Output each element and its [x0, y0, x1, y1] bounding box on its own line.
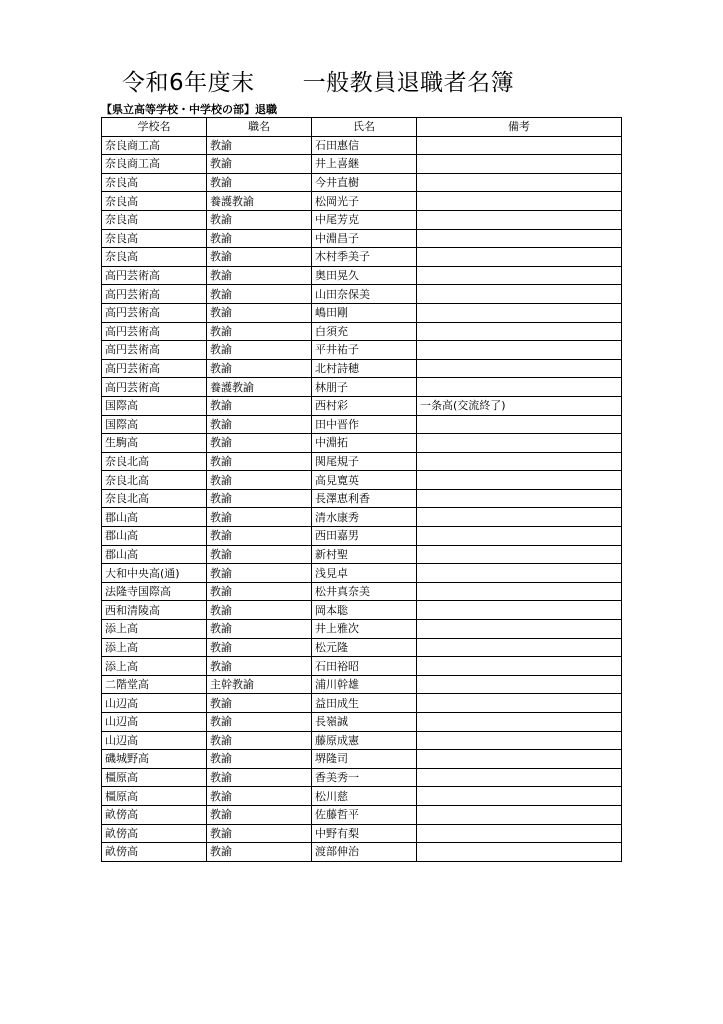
cell-remarks	[417, 266, 622, 285]
cell-remarks	[417, 378, 622, 397]
cell-position: 教諭	[207, 136, 312, 155]
cell-name: 松元隆	[312, 638, 417, 657]
cell-remarks	[417, 824, 622, 843]
cell-position: 教諭	[207, 601, 312, 620]
cell-name: 山田奈保美	[312, 285, 417, 304]
cell-name: 関尾規子	[312, 452, 417, 471]
cell-name: 石田裕昭	[312, 657, 417, 676]
cell-name: 中尾芳克	[312, 210, 417, 229]
table-row	[102, 731, 622, 750]
cell-position: 教諭	[207, 527, 312, 546]
cell-name: 高見寛英	[312, 471, 417, 490]
cell-school: 奈良高	[102, 210, 207, 229]
cell-name: 渡部伸治	[312, 843, 417, 862]
cell-remarks	[417, 341, 622, 360]
cell-remarks	[417, 471, 622, 490]
cell-school: 奈良商工高	[102, 136, 207, 155]
cell-school: 高円芸術高	[102, 303, 207, 322]
cell-remarks	[417, 322, 622, 341]
cell-school: 奈良高	[102, 248, 207, 267]
cell-remarks	[417, 452, 622, 471]
cell-position: 教諭	[207, 248, 312, 267]
table-row	[102, 173, 622, 192]
table-row	[102, 434, 622, 453]
header-school: 学校名	[102, 118, 207, 137]
table-row	[102, 805, 622, 824]
cell-name: 佐藤哲平	[312, 805, 417, 824]
cell-school: 奈良高	[102, 192, 207, 211]
table-row	[102, 452, 622, 471]
cell-position: 教諭	[207, 657, 312, 676]
cell-position: 教諭	[207, 173, 312, 192]
cell-school: 磯城野高	[102, 750, 207, 769]
cell-name: 石田惠信	[312, 136, 417, 155]
title-prefix: 令和6年度末	[122, 69, 255, 96]
table-row	[102, 675, 622, 694]
cell-school: 郡山高	[102, 545, 207, 564]
cell-school: 二階堂高	[102, 675, 207, 694]
cell-name: 白須充	[312, 322, 417, 341]
table-row	[102, 694, 622, 713]
cell-position: 教諭	[207, 210, 312, 229]
cell-name: 北村詩穂	[312, 359, 417, 378]
cell-position: 教諭	[207, 396, 312, 415]
cell-position: 教諭	[207, 805, 312, 824]
cell-school: 橿原高	[102, 787, 207, 806]
cell-position: 教諭	[207, 694, 312, 713]
cell-school: 奈良商工高	[102, 155, 207, 174]
table-row	[102, 155, 622, 174]
cell-school: 国際高	[102, 396, 207, 415]
table-row	[102, 136, 622, 155]
cell-remarks	[417, 564, 622, 583]
cell-position: 教諭	[207, 303, 312, 322]
cell-school: 奈良北高	[102, 452, 207, 471]
cell-name: 松井真奈美	[312, 582, 417, 601]
cell-name: 益田成生	[312, 694, 417, 713]
table-row	[102, 657, 622, 676]
cell-school: 高円芸術高	[102, 285, 207, 304]
cell-position: 養護教諭	[207, 378, 312, 397]
cell-position: 教諭	[207, 415, 312, 434]
table-row	[102, 620, 622, 639]
cell-position: 教諭	[207, 508, 312, 527]
cell-remarks	[417, 694, 622, 713]
cell-remarks	[417, 731, 622, 750]
cell-name: 嶋田剛	[312, 303, 417, 322]
cell-remarks	[417, 136, 622, 155]
cell-school: 高円芸術高	[102, 359, 207, 378]
table-row	[102, 489, 622, 508]
cell-name: 奥田晃久	[312, 266, 417, 285]
table-row	[102, 229, 622, 248]
cell-school: 奈良北高	[102, 489, 207, 508]
cell-remarks	[417, 713, 622, 732]
cell-position: 教諭	[207, 452, 312, 471]
cell-name: 中野有梨	[312, 824, 417, 843]
cell-remarks	[417, 359, 622, 378]
retiree-table	[101, 117, 622, 862]
cell-position: 教諭	[207, 564, 312, 583]
cell-school: 国際高	[102, 415, 207, 434]
cell-position: 教諭	[207, 341, 312, 360]
cell-position: 教諭	[207, 434, 312, 453]
cell-remarks	[417, 657, 622, 676]
cell-name: 浅見卓	[312, 564, 417, 583]
cell-school: 山辺高	[102, 694, 207, 713]
cell-school: 高円芸術高	[102, 378, 207, 397]
table-row	[102, 471, 622, 490]
table-row	[102, 378, 622, 397]
table-row	[102, 322, 622, 341]
cell-school: 添上高	[102, 657, 207, 676]
cell-remarks	[417, 229, 622, 248]
cell-name: 井上喜継	[312, 155, 417, 174]
cell-remarks	[417, 527, 622, 546]
table-row	[102, 545, 622, 564]
cell-position: 教諭	[207, 843, 312, 862]
cell-school: 高円芸術高	[102, 341, 207, 360]
cell-remarks	[417, 303, 622, 322]
table-row	[102, 415, 622, 434]
cell-school: 奈良高	[102, 229, 207, 248]
cell-remarks	[417, 768, 622, 787]
cell-name: 中淵昌子	[312, 229, 417, 248]
table-row	[102, 248, 622, 267]
cell-school: 大和中央高(通)	[102, 564, 207, 583]
cell-remarks	[417, 155, 622, 174]
cell-school: 山辺高	[102, 731, 207, 750]
cell-remarks	[417, 285, 622, 304]
cell-position: 主幹教諭	[207, 675, 312, 694]
cell-remarks	[417, 192, 622, 211]
cell-name: 井上雅次	[312, 620, 417, 639]
cell-remarks	[417, 620, 622, 639]
cell-name: 平井祐子	[312, 341, 417, 360]
cell-school: 生駒高	[102, 434, 207, 453]
cell-position: 教諭	[207, 787, 312, 806]
cell-position: 教諭	[207, 322, 312, 341]
cell-position: 教諭	[207, 266, 312, 285]
cell-position: 教諭	[207, 731, 312, 750]
cell-name: 中淵拓	[312, 434, 417, 453]
header-remarks: 備考	[417, 118, 622, 137]
cell-remarks	[417, 787, 622, 806]
cell-position: 教諭	[207, 638, 312, 657]
cell-remarks	[417, 805, 622, 824]
cell-name: 西村彩	[312, 396, 417, 415]
cell-name: 西田嘉男	[312, 527, 417, 546]
table-row	[102, 192, 622, 211]
cell-school: 畝傍高	[102, 805, 207, 824]
table-body	[102, 136, 622, 861]
page-title	[122, 64, 514, 96]
cell-position: 教諭	[207, 545, 312, 564]
table-row	[102, 564, 622, 583]
cell-school: 法隆寺国際高	[102, 582, 207, 601]
cell-remarks	[417, 638, 622, 657]
cell-remarks	[417, 415, 622, 434]
table-row	[102, 601, 622, 620]
cell-position: 教諭	[207, 229, 312, 248]
section-label: 【県立高等学校・中学校の部】退職	[101, 103, 277, 116]
cell-position: 教諭	[207, 768, 312, 787]
table-row	[102, 824, 622, 843]
cell-school: 山辺高	[102, 713, 207, 732]
table-row	[102, 341, 622, 360]
cell-position: 教諭	[207, 489, 312, 508]
cell-remarks	[417, 248, 622, 267]
cell-name: 長嶺誠	[312, 713, 417, 732]
table-row	[102, 638, 622, 657]
cell-remarks	[417, 173, 622, 192]
cell-position: 教諭	[207, 359, 312, 378]
cell-school: 郡山高	[102, 508, 207, 527]
title-main: 一般教員退職者名簿	[302, 69, 515, 96]
table-row	[102, 285, 622, 304]
table-row	[102, 713, 622, 732]
cell-position: 教諭	[207, 824, 312, 843]
cell-school: 畝傍高	[102, 843, 207, 862]
table-row	[102, 303, 622, 322]
table-row	[102, 843, 622, 862]
cell-school: 奈良北高	[102, 471, 207, 490]
cell-remarks	[417, 545, 622, 564]
cell-remarks	[417, 434, 622, 453]
table-row	[102, 787, 622, 806]
cell-remarks	[417, 750, 622, 769]
cell-remarks	[417, 675, 622, 694]
table-row	[102, 359, 622, 378]
cell-position: 教諭	[207, 582, 312, 601]
table-row	[102, 266, 622, 285]
cell-name: 浦川幹雄	[312, 675, 417, 694]
cell-school: 郡山高	[102, 527, 207, 546]
cell-school: 高円芸術高	[102, 266, 207, 285]
cell-name: 田中晋作	[312, 415, 417, 434]
table-row	[102, 750, 622, 769]
cell-remarks	[417, 843, 622, 862]
cell-name: 今井直樹	[312, 173, 417, 192]
cell-remarks	[417, 489, 622, 508]
table-row	[102, 527, 622, 546]
cell-remarks	[417, 582, 622, 601]
cell-name: 香美秀一	[312, 768, 417, 787]
cell-school: 奈良高	[102, 173, 207, 192]
cell-position: 養護教諭	[207, 192, 312, 211]
table-row	[102, 210, 622, 229]
cell-name: 堺隆司	[312, 750, 417, 769]
header-position: 職名	[207, 118, 312, 137]
cell-name: 藤原成憲	[312, 731, 417, 750]
table-header-row	[102, 118, 622, 137]
cell-position: 教諭	[207, 750, 312, 769]
cell-school: 高円芸術高	[102, 322, 207, 341]
table-row	[102, 582, 622, 601]
cell-position: 教諭	[207, 620, 312, 639]
cell-school: 添上高	[102, 638, 207, 657]
cell-name: 新村聖	[312, 545, 417, 564]
cell-remarks: 一条高(交流終了)	[417, 396, 622, 415]
cell-school: 橿原高	[102, 768, 207, 787]
cell-name: 木村季美子	[312, 248, 417, 267]
cell-school: 添上高	[102, 620, 207, 639]
cell-name: 松岡光子	[312, 192, 417, 211]
table-row	[102, 768, 622, 787]
cell-name: 岡本聡	[312, 601, 417, 620]
cell-position: 教諭	[207, 285, 312, 304]
cell-name: 長澤恵利香	[312, 489, 417, 508]
cell-name: 清水康秀	[312, 508, 417, 527]
cell-remarks	[417, 601, 622, 620]
table-row	[102, 396, 622, 415]
table-row	[102, 508, 622, 527]
cell-school: 畝傍高	[102, 824, 207, 843]
cell-name: 松川慈	[312, 787, 417, 806]
header-name: 氏名	[312, 118, 417, 137]
cell-remarks	[417, 508, 622, 527]
cell-name: 林朋子	[312, 378, 417, 397]
cell-school: 西和清陵高	[102, 601, 207, 620]
cell-remarks	[417, 210, 622, 229]
cell-position: 教諭	[207, 471, 312, 490]
cell-position: 教諭	[207, 155, 312, 174]
cell-position: 教諭	[207, 713, 312, 732]
